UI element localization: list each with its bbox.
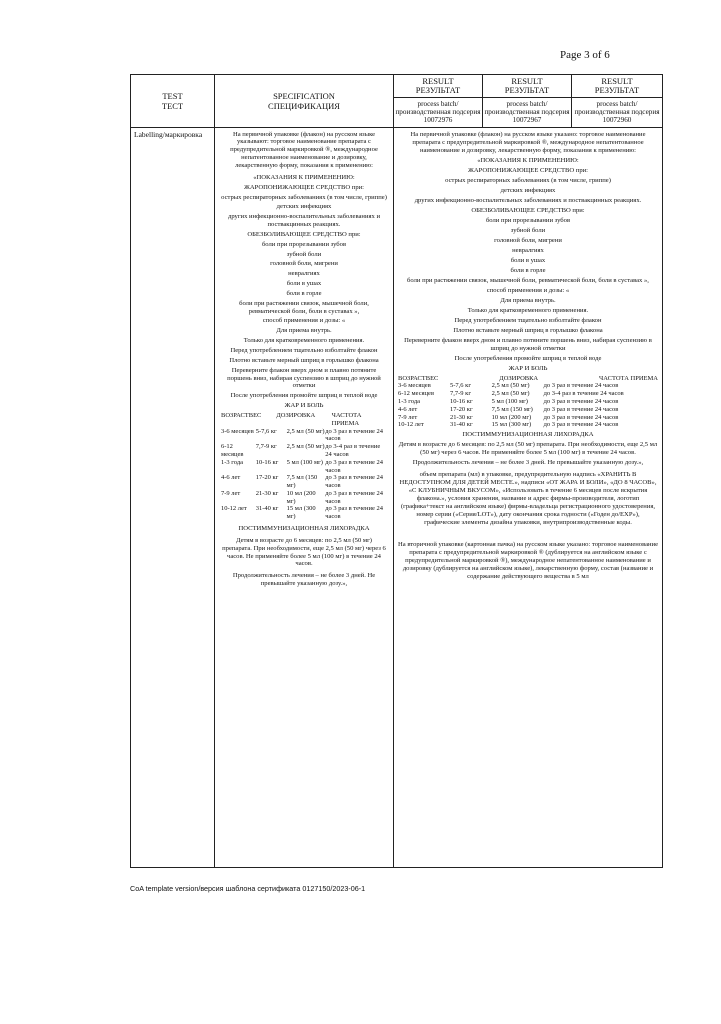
dose-dose: 5 мл (100 мг) (286, 458, 323, 466)
res-line: способ применения и дозы: « (486, 286, 570, 294)
dose-row (398, 414, 658, 422)
dose-row (398, 398, 658, 406)
result-secondary-text: На вторичной упаковке (картонная пачка) на русском языке указано: торговое наименование препарата с предупредительной маркировкой ® (дублируется на английском языке с предупредительной маркировкой ®), международное непатентованное наименование и дозировку (дублируется на английском языке), лекарственную форму, состав (название и содержание действующего вещества в 5 мл (398, 541, 659, 581)
dose-row (221, 490, 387, 506)
header-result-ru: РЕЗУЛЬТАТ (415, 85, 461, 95)
header-test-en: TEST (162, 90, 183, 101)
dose-freq: до 3 раз в течение 24 часов (325, 474, 383, 490)
header-spec-ru: СПЕЦИФИКАЦИЯ (268, 100, 340, 111)
dose-freq: до 3 раз в течение 24 часов (543, 421, 619, 429)
dose-age: 3-6 месяцев (221, 427, 254, 435)
dose-header-freq: ЧАСТОТА ПРИЕМА (599, 374, 658, 382)
res-line: боли в горле (510, 266, 546, 274)
dose-weight: 7,7-9 кг (255, 443, 277, 451)
result-cell (394, 127, 663, 867)
dose-age: 4-6 лет (221, 474, 241, 482)
dose-dose: 2,5 мл (50 мг) (286, 427, 325, 435)
res-line: Плотно вставьте мерный шприц в горлышко флакона (453, 326, 603, 334)
header-result-1 (394, 75, 483, 98)
header-result-en: RESULT (511, 76, 543, 86)
dose-age: 3-6 месяцев (398, 382, 431, 390)
batch-2 (483, 98, 572, 128)
spec-dose-header (221, 412, 387, 428)
dose-freq: до 3-4 раз в течение 24 часов (325, 443, 381, 458)
header-result-en: RESULT (422, 76, 454, 86)
result-duration: Продолжительность лечения – не более 3 дней. Не превышайте указанную дозу.», (412, 459, 644, 467)
result-intro: На первичной упаковке (флакон) на русском языке указано: торговое наименование препарата с предупредительной маркировкой ®, международное непатентованное наименование и дозировку, лекарственную форму, показания к применению: (410, 130, 646, 154)
dose-age: 1-3 года (398, 398, 421, 405)
dose-dose: 10 мл (200 мг) (286, 489, 316, 505)
dose-header-dose: ДОЗИРОВКА (499, 374, 539, 382)
dose-age: 7-9 лет (221, 489, 241, 497)
res-line: острых респираторных заболеваниях (в том числе, гриппе) (445, 176, 611, 184)
spec-line: боли при прорезывании зубов (261, 240, 347, 248)
batch-label: process batch/ производственная подсерия (574, 100, 660, 117)
dose-header-age: ВОЗРАСТВЕС (221, 411, 262, 419)
dose-weight: 10-16 кг (450, 398, 473, 405)
dose-weight: 10-16 кг (255, 458, 279, 466)
header-result-en: RESULT (601, 76, 633, 86)
res-line: Только для кратковременного применения. (467, 306, 589, 314)
result-post-text: Детям в возрасте до 6 месяцев: по 2,5 мл (50 мг) препарата. При необходимости, еще 2,5 мл (50 мг) через 6 часов. Не применяйте более 5 мл (100 мг) в течение 24 часов. (398, 441, 658, 457)
dose-weight: 17-20 кг (450, 405, 473, 413)
spec-line: невралгиях (288, 270, 320, 278)
dose-weight: 21-30 кг (450, 413, 473, 421)
dose-header-freq: ЧАСТОТА ПРИЕМА (331, 411, 362, 427)
spec-line: боли при растяжении связок, мышечной боли, ревматической боли, боли в суставах », (239, 299, 369, 315)
res-line: боли при растяжении связок, мышечной боли, ревматической боли, боли в суставах », (407, 276, 649, 284)
spec-line: Для приема внутрь. (276, 327, 332, 335)
dose-age: 10-12 лет (398, 421, 424, 429)
result-dose-list (398, 382, 658, 429)
result-volume-text: объем препарата (мл) в упаковке, предупредительную надпись «ХРАНИТЬ В НЕДОСТУПНОМ ДЛЯ ДЕТЕЙ МЕСТЕ.», надписи «ОТ ЖАРА И БОЛИ», «ДО 8 ЧАСОВ», «С КЛУБНИЧНЫМ ВКУСОМ», «Использовать в течение 6 месяцев после вскрытия флакона.», условия хранения, название и адрес фирмы-производителя, логотип (графика+текст на английском языке) фирмы-владельца регистрационного удостоверения, номер серии («Серия/LOT»), дату окончания срока годности («Годен до/EXP»), графические элементы дизайна упаковки, внутрипроизводственные коды. (399, 471, 657, 527)
dose-dose: 15 мл (300 мг) (491, 421, 532, 429)
batch-3 (572, 98, 663, 128)
result-dose-header (398, 375, 658, 383)
dose-freq: до 3-4 раз в течение 24 часов (543, 390, 624, 398)
dose-weight: 5-7,6 кг (255, 427, 277, 435)
spec-line: ЖАРОПОНИЖАЮЩЕЕ СРЕДСТВО при: (243, 183, 365, 191)
spec-line: боли в ушах (286, 280, 322, 288)
dose-freq: до 3 раз в течение 24 часов (543, 398, 619, 405)
res-line: ОБЕЗБОЛИВАЮЩЕЕ СРЕДСТВО при: (471, 206, 585, 214)
dose-weight: 7,7-9 кг (450, 390, 471, 398)
res-line: Для приема внутрь. (500, 296, 556, 304)
specification-cell (215, 127, 394, 867)
spec-line: других инфекционно-воспалительных заболеваниях и поствакцинных реакциях. (227, 213, 381, 229)
dose-age: 4-6 лет (398, 405, 418, 413)
res-line: После употребления промойте шприц в теплой воде (454, 354, 602, 362)
res-line: «ПОКАЗАНИЯ К ПРИМЕНЕНИЮ: (477, 156, 579, 164)
spec-post-text: Детям в возрасте до 6 месяцев: по 2,5 мл (50 мг) препарата. При необходимости, еще 2,5 мл (50 мг) через 6 часов. Не применяйте более 5 мл (100 мг) в течение 24 часов. (222, 536, 386, 568)
dose-row (398, 421, 658, 429)
result-post-title: ПОСТИММУНИЗАЦИОННАЯ ЛИХОРАДКА (462, 431, 594, 439)
dose-dose: 7,5 мл (150 мг) (286, 474, 318, 490)
dose-row (221, 443, 387, 459)
dose-weight: 21-30 кг (255, 489, 279, 497)
spec-line: После употребления промойте шприц в теплой воде (230, 392, 378, 400)
res-line: зубной боли (510, 226, 546, 234)
spec-dose-list (221, 428, 387, 522)
dose-freq: до 3 раз в течение 24 часов (325, 505, 383, 521)
dose-weight: 17-20 кг (255, 474, 279, 482)
header-test-ru: ТЕСТ (161, 100, 184, 111)
dose-row (398, 390, 658, 398)
batch-number: 10072960 (602, 116, 632, 125)
dose-freq: до 3 раз в течение 24 часов (325, 427, 383, 443)
dose-dose: 2,5 мл (50 мг) (491, 382, 530, 390)
batch-label: process batch/ производственная подсерия (484, 100, 570, 117)
batch-number: 10072967 (512, 116, 542, 125)
header-test (131, 75, 215, 128)
coa-table (130, 74, 663, 868)
dose-freq: до 3 раз в течение 24 часов (325, 489, 383, 505)
spec-line: головной боли, мигрени (270, 260, 338, 268)
dose-weight: 5-7,6 кг (450, 382, 471, 390)
batch-1 (394, 98, 483, 128)
res-line: Перед употреблением тщательно взболтайте флакон (454, 316, 602, 324)
dose-age: 6-12 месяцев (221, 443, 244, 458)
header-result-2 (483, 75, 572, 98)
dose-dose: 15 мл (300 мг) (286, 505, 316, 521)
page-number: Page 3 of 6 (560, 49, 610, 61)
spec-line: Переверните флакон вверх дном и плавно потяните поршень вниз, набирая суспензию в шприц до нужной отметки (227, 366, 381, 390)
dose-age: 7-9 лет (398, 413, 418, 421)
dose-freq: до 3 раз в течение 24 часов (543, 413, 619, 421)
dose-weight: 31-40 кг (450, 421, 473, 429)
dose-age: 1-3 года (221, 458, 244, 466)
batch-number: 10072976 (423, 116, 453, 125)
dose-dose: 2,5 мл (50 мг) (491, 390, 530, 398)
spec-line: ОБЕЗБОЛИВАЮЩЕЕ СРЕДСТВО при: (247, 230, 361, 238)
dose-freq: до 3 раз в течение 24 часов (543, 405, 619, 413)
dose-dose: 10 мл (200 мг) (491, 413, 532, 421)
dose-header-age: ВОЗРАСТВЕС (398, 374, 439, 382)
header-result-ru: РЕЗУЛЬТАТ (594, 85, 640, 95)
dose-age: 6-12 месяцев (398, 390, 435, 398)
res-line: боли при прорезывании зубов (485, 216, 571, 224)
res-line: Переверните флакон вверх дном и плавно потяните поршень вниз, набирая суспензию в шприц до нужной отметки (404, 336, 652, 352)
spec-intro: На первичной упаковке (флакон) на русском языке указывают: торговое наименование препарата с предупредительной маркировкой ®, международное непатентованное наименование и дозировку, лекарственную форму, показания к применению: (230, 130, 378, 169)
dose-dose: 5 мл (100 мг) (491, 398, 528, 405)
spec-line: острых респираторных заболеваниях (в том числе, гриппе) (221, 193, 387, 201)
header-specification (215, 75, 394, 128)
header-spec-en: SPECIFICATION (273, 90, 335, 101)
spec-line: детских инфекциях (276, 203, 332, 211)
res-line: невралгиях (512, 246, 544, 254)
res-line: боли в ушах (510, 256, 546, 264)
spec-line: ЖАР И БОЛЬ (284, 402, 324, 410)
spec-duration: Продолжительность лечения – не более 3 дней. Не превышайте указанную дозу.», (232, 572, 376, 588)
dose-row (398, 406, 658, 414)
dose-dose: 7,5 мл (150 мг) (491, 405, 533, 413)
dose-row (221, 505, 387, 521)
dose-header-dose: ДОЗИРОВКА (276, 411, 316, 419)
dose-dose: 2,5 мл (50 мг) (286, 443, 325, 451)
spec-line: Перед употреблением тщательно взболтайте флакон (230, 347, 378, 355)
dose-row (221, 428, 387, 444)
res-line: других инфекционно-воспалительных заболеваниях и поствакцинных реакциях. (414, 196, 642, 204)
spec-line: Только для кратковременного применения. (243, 337, 365, 345)
spec-line: способ применения и дозы: « (262, 317, 346, 325)
batch-label: process batch/ производственная подсерия (395, 100, 481, 117)
dose-row (221, 474, 387, 490)
spec-line: Плотно вставьте мерный шприц в горлышко флакона (229, 356, 379, 364)
dose-row (398, 382, 658, 390)
spec-post-title: ПОСТИММУНИЗАЦИОННАЯ ЛИХОРАДКА (238, 525, 370, 533)
spec-line: зубной боли (286, 250, 322, 258)
res-line: головной боли, мигрени (494, 236, 562, 244)
spec-line: боли в горле (286, 289, 322, 297)
res-line: детских инфекциях (500, 186, 556, 194)
header-result-ru: РЕЗУЛЬТАТ (504, 85, 550, 95)
res-line: ЖАР И БОЛЬ (508, 364, 548, 372)
dose-freq: до 3 раз в течение 24 часов (325, 458, 383, 474)
dose-row (221, 459, 387, 475)
spec-line: «ПОКАЗАНИЯ К ПРИМЕНЕНИЮ: (253, 173, 355, 181)
footer-template-version: CoA template version/версия шаблона сертификата 0127150/2023-06-1 (130, 884, 366, 893)
test-name: Labelling/маркировка (131, 127, 215, 867)
dose-freq: до 3 раз в течение 24 часов (543, 382, 619, 390)
dose-age: 10-12 лет (221, 505, 247, 513)
header-result-3 (572, 75, 663, 98)
dose-weight: 31-40 кг (255, 505, 279, 513)
res-line: ЖАРОПОНИЖАЮЩЕЕ СРЕДСТВО при: (467, 166, 589, 174)
